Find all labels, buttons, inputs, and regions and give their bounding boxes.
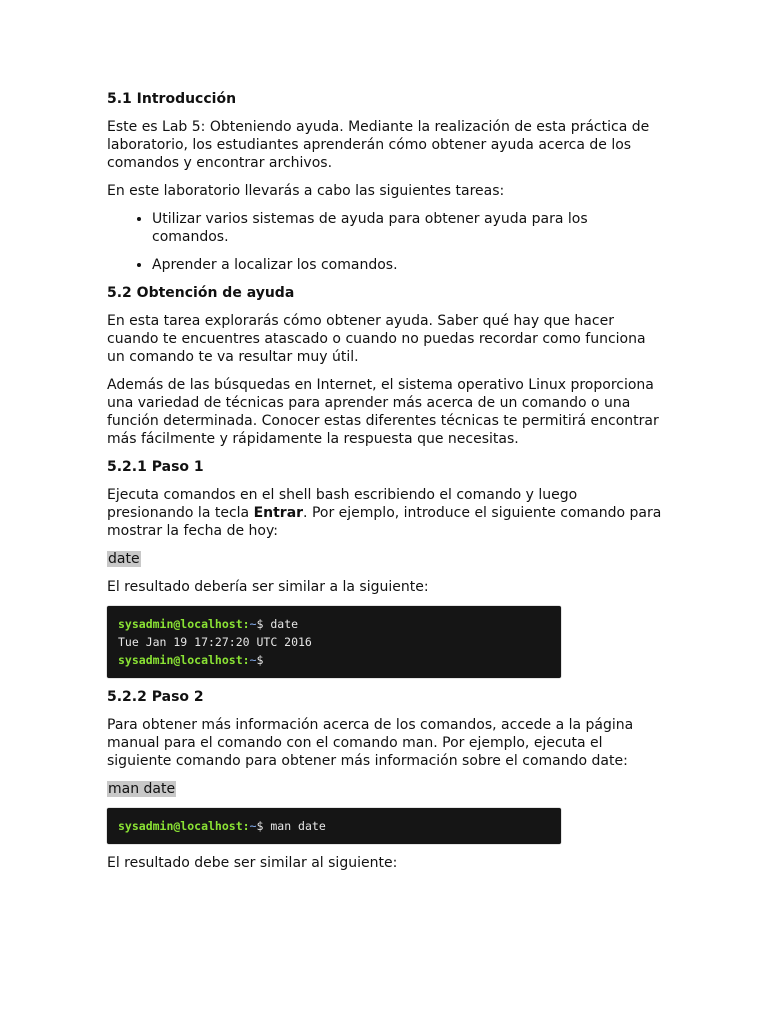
heading-5-2-1: 5.2.1 Paso 1: [107, 459, 204, 475]
step1-command: [107, 550, 667, 568]
list-item: • Aprender a localizar los comandos.: [152, 256, 667, 274]
document-content: [107, 90, 667, 882]
help-paragraph-2: Además de las búsquedas en Internet, el sistema operativo Linux proporciona una variedad de técnicas para aprender más acerca de un comando o una función determinada. Conocer estas diferentes técnicas te permitirá encontrar más fácilmente y rápidamente la respuesta que necesitas.: [107, 377, 659, 447]
command-highlight: man date: [108, 781, 176, 797]
terminal-output-date: [107, 606, 561, 678]
prompt-user: sysadmin@localhost:: [118, 653, 250, 667]
prompt-user: sysadmin@localhost:: [118, 617, 250, 631]
terminal-output-man-date: [107, 808, 561, 844]
terminal-command: date: [270, 617, 299, 631]
heading-5-2: 5.2 Obtención de ayuda: [107, 285, 295, 301]
prompt-path: ~: [249, 653, 257, 667]
step1-text-before: Ejecuta comandos en el shell bash escribiendo el comando y luego presionando la tecla: [107, 487, 578, 521]
step1-paragraph: [107, 486, 667, 540]
intro-paragraph: Este es Lab 5: Obteniendo ayuda. Mediante la realización de esta práctica de laboratorio, los estudiantes aprenderán cómo obtener ayuda acerca de los comandos y encontrar archivos.: [107, 119, 650, 171]
prompt-path: ~: [249, 819, 257, 833]
prompt-user: sysadmin@localhost:: [118, 819, 250, 833]
list-item: • Utilizar varios sistemas de ayuda para obtener ayuda para los comandos.: [152, 210, 667, 246]
command-highlight: date: [108, 551, 140, 567]
tasks-intro: En este laboratorio llevarás a cabo las siguientes tareas:: [107, 183, 505, 199]
terminal-line: [118, 651, 550, 669]
step1-result-intro: El resultado debería ser similar a la siguiente:: [107, 579, 429, 595]
task-list: [107, 210, 667, 274]
step2-paragraph: Para obtener más información acerca de los comandos, accede a la página manual para el comando con el comando man. Por ejemplo, ejecuta el siguiente comando para obtener más información sobre el comando date:: [107, 717, 634, 769]
help-paragraph-1: En esta tarea explorarás cómo obtener ayuda. Saber qué hay que hacer cuando te encuentres atascado o cuando no puedas recordar como funciona un comando te va resultar muy útil.: [107, 313, 646, 365]
step2-command: [107, 780, 667, 798]
step1-text-after: . Por ejemplo, introduce el siguiente comando para mostrar la fecha de hoy:: [107, 505, 662, 539]
prompt-symbol: $: [256, 653, 271, 667]
enter-key-label: Entrar: [253, 505, 304, 521]
terminal-command: man date: [270, 819, 326, 833]
heading-5-2-2: 5.2.2 Paso 2: [107, 689, 204, 705]
prompt-path: ~: [249, 617, 257, 631]
terminal-line: [118, 615, 550, 633]
terminal-line: [118, 817, 550, 835]
prompt-symbol: $: [256, 819, 271, 833]
heading-5-1: 5.1 Introducción: [107, 91, 237, 107]
step2-result-intro: El resultado debe ser similar al siguiente:: [107, 855, 398, 871]
prompt-symbol: $: [256, 617, 271, 631]
terminal-output-line: Tue Jan 19 17:27:20 UTC 2016: [118, 635, 312, 649]
